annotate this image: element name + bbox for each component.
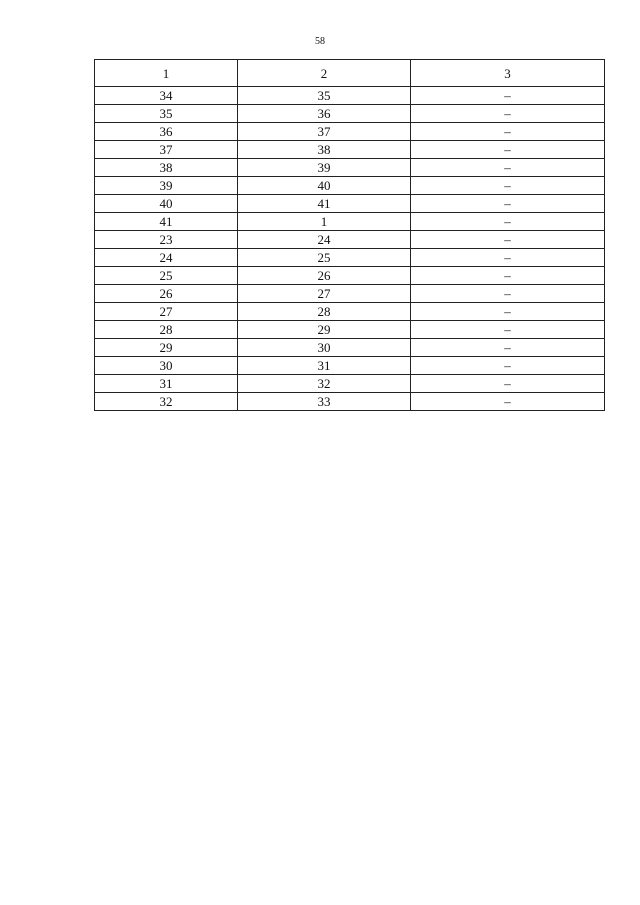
table-row bbox=[95, 177, 605, 195]
table-cell: 24 bbox=[238, 231, 411, 249]
table-cell: 29 bbox=[95, 339, 238, 357]
table-cell: 39 bbox=[238, 159, 411, 177]
table-cell: – bbox=[411, 321, 605, 339]
table-row bbox=[95, 123, 605, 141]
table-row bbox=[95, 213, 605, 231]
table-cell: – bbox=[411, 195, 605, 213]
table-cell: – bbox=[411, 87, 605, 105]
table-cell: 36 bbox=[238, 105, 411, 123]
table-cell: – bbox=[411, 303, 605, 321]
table-row bbox=[95, 105, 605, 123]
table-row bbox=[95, 87, 605, 105]
table-cell: 37 bbox=[95, 141, 238, 159]
table-row bbox=[95, 231, 605, 249]
table-row bbox=[95, 249, 605, 267]
table-cell: 40 bbox=[95, 195, 238, 213]
table-row bbox=[95, 195, 605, 213]
table-row bbox=[95, 267, 605, 285]
table-cell: 29 bbox=[238, 321, 411, 339]
table-cell: 31 bbox=[238, 357, 411, 375]
table-cell: 23 bbox=[95, 231, 238, 249]
table-cell: 26 bbox=[95, 285, 238, 303]
table-row bbox=[95, 393, 605, 411]
table-row bbox=[95, 285, 605, 303]
table-cell: 38 bbox=[95, 159, 238, 177]
table-body bbox=[95, 87, 605, 411]
table-cell: 32 bbox=[95, 393, 238, 411]
table-cell: 35 bbox=[238, 87, 411, 105]
table-cell: 28 bbox=[238, 303, 411, 321]
table-row bbox=[95, 303, 605, 321]
table-cell: 30 bbox=[95, 357, 238, 375]
table-cell: – bbox=[411, 231, 605, 249]
table-cell: – bbox=[411, 393, 605, 411]
table-cell: – bbox=[411, 177, 605, 195]
table-cell: 31 bbox=[95, 375, 238, 393]
table-cell: 27 bbox=[95, 303, 238, 321]
table-cell: – bbox=[411, 123, 605, 141]
table-cell: 33 bbox=[238, 393, 411, 411]
table-cell: 36 bbox=[95, 123, 238, 141]
table-cell: 28 bbox=[95, 321, 238, 339]
table-cell: – bbox=[411, 213, 605, 231]
table-cell: – bbox=[411, 159, 605, 177]
table-cell: 38 bbox=[238, 141, 411, 159]
table-cell: 27 bbox=[238, 285, 411, 303]
table-cell: 25 bbox=[238, 249, 411, 267]
table-cell: – bbox=[411, 105, 605, 123]
table-cell: 34 bbox=[95, 87, 238, 105]
column-header: 2 bbox=[238, 60, 411, 87]
table-row bbox=[95, 339, 605, 357]
table-row bbox=[95, 321, 605, 339]
table-cell: 1 bbox=[238, 213, 411, 231]
table-cell: – bbox=[411, 267, 605, 285]
table-cell: – bbox=[411, 141, 605, 159]
table-cell: 37 bbox=[238, 123, 411, 141]
table-row bbox=[95, 141, 605, 159]
table-cell: 24 bbox=[95, 249, 238, 267]
table-row bbox=[95, 375, 605, 393]
table-cell: 40 bbox=[238, 177, 411, 195]
table-row bbox=[95, 357, 605, 375]
table-cell: – bbox=[411, 285, 605, 303]
table-cell: 41 bbox=[95, 213, 238, 231]
table-cell: 39 bbox=[95, 177, 238, 195]
table-cell: – bbox=[411, 375, 605, 393]
table-cell: 35 bbox=[95, 105, 238, 123]
table-cell: 32 bbox=[238, 375, 411, 393]
table-cell: 25 bbox=[95, 267, 238, 285]
column-header: 1 bbox=[95, 60, 238, 87]
table-cell: 26 bbox=[238, 267, 411, 285]
table-cell: – bbox=[411, 249, 605, 267]
table-row bbox=[95, 159, 605, 177]
table-cell: – bbox=[411, 339, 605, 357]
table-cell: 30 bbox=[238, 339, 411, 357]
page-number: 58 bbox=[315, 36, 325, 47]
table-header bbox=[95, 60, 605, 87]
column-header: 3 bbox=[411, 60, 605, 87]
table-cell: 41 bbox=[238, 195, 411, 213]
table-cell: – bbox=[411, 357, 605, 375]
header-row bbox=[95, 60, 605, 87]
data-table bbox=[94, 59, 605, 411]
